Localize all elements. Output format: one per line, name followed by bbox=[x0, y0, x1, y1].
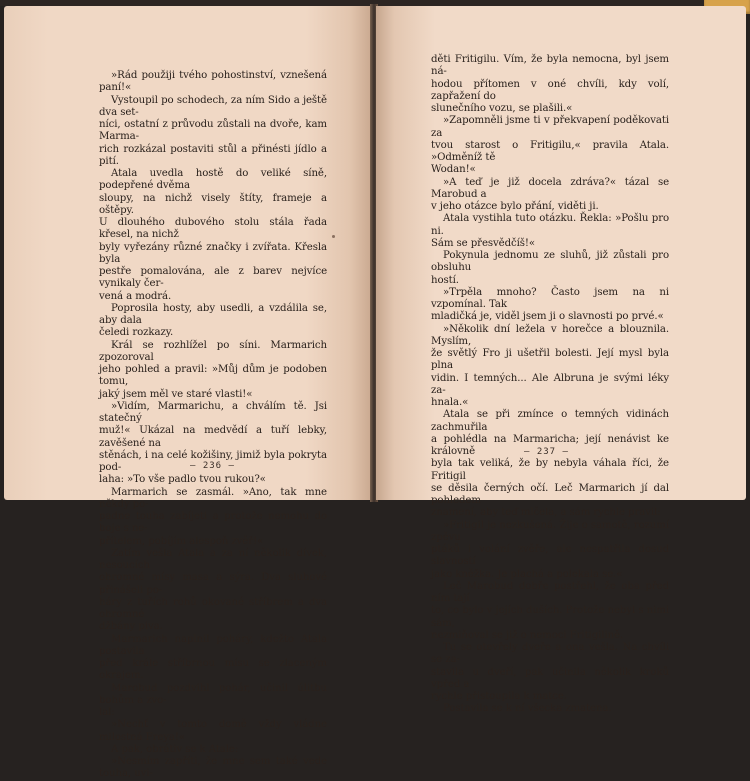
text-line: »Trpěla mnoho? Často jsem na ni vzpomínal. Tak bbox=[431, 286, 669, 310]
text-line: hodou přítomen v oné chvíli, kdy volí, zapřažení do bbox=[431, 78, 669, 102]
text-line: sloupy, na nichž visely štíty, frameje a oštěpy. bbox=[99, 192, 327, 216]
text-line: »A teď je již docela zdráva?« tázal se Marobud a bbox=[431, 176, 669, 200]
text-line: vidin. I temných... Ale Albruna je svými léky za- bbox=[431, 372, 669, 396]
text-line: Leč Marobud dobře postřehl, že oba před ním tají bbox=[431, 580, 669, 604]
text-line: laha: »To vše padlo tvou rukou?« bbox=[99, 474, 266, 486]
text-line: Poprosila hosty, aby usedli, a vzdálila se, aby dala bbox=[99, 302, 327, 326]
text-line: v jeho otázce bylo přání, viděti ji. bbox=[431, 201, 599, 212]
text-line: Tu se otevřely dveře a ona vešla. Na chvíli se za- bbox=[431, 642, 669, 666]
text-line: Vystoupil po schodech, za ním Sido a ještě dva set- bbox=[99, 94, 327, 118]
text-line: Zatím vešla Atala a za ní několik dívek, nesoucích bbox=[99, 547, 327, 571]
text-line: přítelem, pobíjím alespoň zvěř!« bbox=[99, 535, 264, 547]
text-line: znamení, aby teď mlčela, a sám rychle pravil: bbox=[431, 507, 661, 519]
text-line: Wodan!« bbox=[431, 164, 476, 176]
text-line: tvou starost o Fritigilu,« pravila Atala. »Odměníž tě bbox=[431, 139, 669, 163]
text-line: že světlý Fro ji ušetřil bolesti. Její mysl byla plna bbox=[431, 348, 669, 372]
text-line: vená a modrá. bbox=[99, 290, 172, 302]
text-line: jeho pohled a pravil: »Můj dům je podoben tomu, bbox=[99, 364, 327, 388]
text-line: Pokynula jednomu ze sluhů, již zůstali pro obsluhu bbox=[431, 250, 669, 274]
text-line: Atala se při zmínce o temných vidinách zachmuřila bbox=[431, 409, 669, 433]
text-line: džbány piva. bbox=[99, 621, 163, 633]
left-page-text bbox=[99, 70, 327, 781]
text-line: před krále stříbrnou mísu se zlaceným okrajem. bbox=[99, 658, 327, 682]
text-line: »Zapomněli jsme ti v překvapení poděkovati za bbox=[431, 115, 669, 139]
left-page bbox=[4, 6, 372, 780]
paper-speck bbox=[332, 235, 335, 238]
text-line: níci, ostatní z průvodu zůstali na dvoře, kam Marma- bbox=[99, 119, 327, 143]
page-number-left: — 236 — bbox=[190, 461, 235, 471]
text-line: Král se rozhlížel po síni. Marmarich zpozoroval bbox=[99, 339, 327, 363]
text-line: Marobud pozdvihl pohár, učinil úlitbu bohům a zvo- bbox=[99, 682, 327, 706]
text-line: lal: bbox=[99, 707, 115, 718]
text-line: slunečního vozu, se plašili.« bbox=[431, 103, 573, 114]
text-line: Atala uvedla hostě do veliké síně, podepřené dvěma bbox=[99, 168, 327, 192]
text-line: padne touha zabíjeti a protože nemohu do boje s ne- bbox=[99, 511, 327, 535]
text-line: hostí. bbox=[431, 274, 459, 286]
right-page bbox=[376, 6, 746, 715]
text-line: Postavila se k ní všecka zmatena. bbox=[443, 703, 612, 715]
text-line: »Rád použiji tvého pohostinství, vznešená paní!« bbox=[99, 70, 327, 94]
text-line: muž!« Ukázal na medvědí a tuří lebky, zavěšené na bbox=[99, 425, 327, 449]
text-line: háry z tuřích rohů okované stříbrem a dva ohromné bbox=[99, 596, 327, 620]
text-line: rich rozkázal postaviti stůl a přinésti jídlo a pití. bbox=[99, 143, 327, 167]
text-line: byly vyřezány různé značky i zvířata. Křesla byla bbox=[99, 241, 327, 265]
text-line: byla tak veliká, že by nebyla váhala říci, že Fritigil bbox=[431, 458, 669, 482]
text-line: »Nesmím zapříti, že mne sem také vede touha, uvi- bbox=[99, 756, 327, 780]
text-line: Atala vystihla tuto otázku. Řekla: »Pošlu pro ni. bbox=[431, 213, 669, 237]
text-line: ptáků i volání zvěře, ale nespatřila dosud slavností bbox=[431, 544, 669, 568]
text-line: hnala.« bbox=[431, 397, 469, 408]
text-line: jaký jsem měl ve staré vlasti!« bbox=[99, 388, 253, 400]
text-line: stavila u dveří, pak učinila několik kroků vpřed a bbox=[431, 666, 669, 690]
text-line: A pak, obrátiv se k Atale: bbox=[111, 743, 239, 755]
text-line: a pohlédla na Marmaricha; její nenávist ke královně bbox=[431, 433, 669, 457]
text-line: mladičká je, viděl jsem ji o slavnosti po prvé.« bbox=[431, 311, 664, 323]
text-line: »Vidím, Marmarichu, a chválím tě. Jsi statečný bbox=[99, 400, 327, 424]
text-line: Marmarich naplnil poháry, kdežto Atala postavila bbox=[99, 633, 327, 657]
text-line: ohromné mísy masa a sýra. Dva sluhové přinášeli po- bbox=[99, 572, 327, 596]
text-line: Marmarich se zasmál. »Ano, tak mne někdy po- bbox=[99, 486, 327, 510]
page-number-right: — 237 — bbox=[524, 447, 569, 457]
text-line: Sám se přesvědčíš!« bbox=[431, 237, 536, 249]
text-line: jako kněžka. Je plachá a polekala se.« bbox=[431, 568, 623, 580]
right-page-text bbox=[431, 54, 669, 716]
text-line: děti Fritigilu. Vím, že byla nemocna, byl jsem ná- bbox=[431, 54, 669, 78]
text-line: stěnách, i na celé kožišiny, jimiž byla pokryta pod- bbox=[99, 449, 327, 473]
text-line: se děsila černých očí. Leč Marmarich jí dal pohledem bbox=[431, 482, 669, 506]
text-line: to, co bylo v jejích duších. Protože nebyl s nimi sám, bbox=[431, 605, 669, 629]
text-line: »Fritigil je nezkušená. Žije o samotě, rozumí zpěvu bbox=[431, 519, 669, 543]
text-line: rychle přistoupila k matce. bbox=[431, 691, 567, 702]
text-line: »Několik dní ležela v horečce a blouznila. Myslím, bbox=[431, 323, 669, 347]
text-line: čeledi rozkazy. bbox=[99, 327, 174, 339]
text-line: »Nechť v tomto domě vždy vládne milostná Freya!« bbox=[99, 719, 327, 743]
text-line: pestře pomalována, ale z barev nejvíce vynikaly čer- bbox=[99, 266, 327, 290]
text-line: nezmiňoval se již o nemoci Fritigilině. bbox=[431, 629, 624, 641]
text-line: U dlouhého dubového stolu stála řada křesel, na nichž bbox=[99, 217, 327, 241]
